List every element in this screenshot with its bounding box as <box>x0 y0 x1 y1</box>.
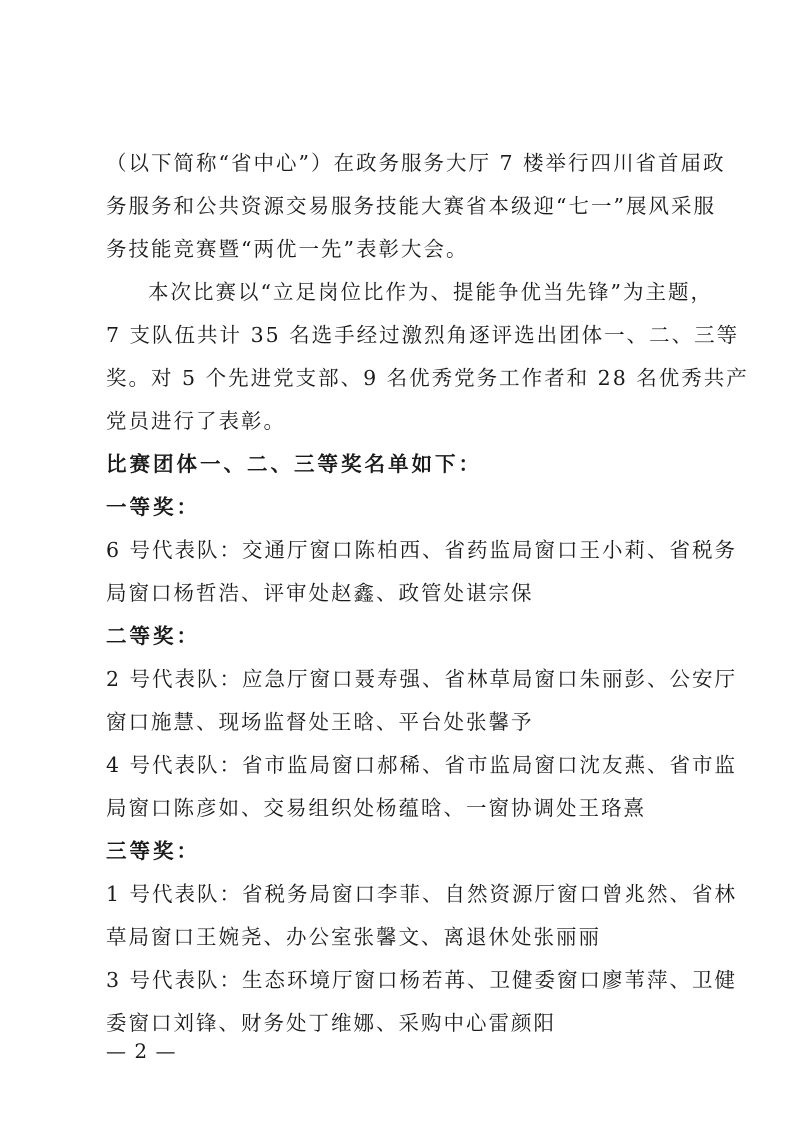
text-line: 窗口施慧、现场监督处王晗、平台处张馨予 <box>106 710 534 734</box>
text-line: 3 号代表队：生态环境厅窗口杨若苒、卫健委窗口廖苇萍、卫健 <box>106 968 738 992</box>
text-line: 1 号代表队：省税务局窗口李菲、自然资源厅窗口曾兆然、省林 <box>106 882 738 906</box>
section-heading: 二等奖： <box>106 624 200 648</box>
section-heading: 一等奖： <box>106 495 200 519</box>
text-line: 党员进行了表彰。 <box>106 409 286 433</box>
text-line: 委窗口刘锋、财务处丁维娜、采购中心雷颜阳 <box>106 1011 556 1035</box>
text-line: 2 号代表队：应急厅窗口聂寿强、省林草局窗口朱丽彭、公安厅 <box>106 667 738 691</box>
section-heading: 比赛团体一、二、三等奖名单如下： <box>106 452 482 476</box>
page-number: — 2 — <box>106 1039 177 1063</box>
text-line: 奖。对 5 个先进党支部、9 名优秀党务工作者和 28 名优秀共产 <box>106 366 749 390</box>
text-line: 局窗口陈彦如、交易组织处杨蕴晗、一窗协调处王珞熹 <box>106 796 646 820</box>
text-line: 草局窗口王婉尧、办公室张馨文、离退休处张丽丽 <box>106 925 601 949</box>
text-line: 6 号代表队：交通厅窗口陈柏西、省药监局窗口王小莉、省税务 <box>106 538 738 562</box>
section-heading: 三等奖： <box>106 839 200 863</box>
text-line: 局窗口杨哲浩、评审处赵鑫、政管处谌宗保 <box>106 581 534 605</box>
text-line: 本次比赛以“立足岗位比作为、提能争优当先锋”为主题， <box>148 280 713 304</box>
text-line: 4 号代表队：省市监局窗口郝稀、省市监局窗口沈友燕、省市监 <box>106 753 738 777</box>
text-line: 7 支队伍共计 35 名选手经过激烈角逐评选出团体一、二、三等 <box>106 323 740 347</box>
body-text <box>106 142 749 1045</box>
text-line: 务技能竞赛暨“两优一先”表彰大会。 <box>106 237 469 261</box>
text-line: 务服务和公共资源交易服务技能大赛省本级迎“七一”展风采服 <box>106 194 716 218</box>
text-line: （以下简称“省中心”）在政务服务大厅 7 楼举行四川省首届政 <box>106 151 726 175</box>
